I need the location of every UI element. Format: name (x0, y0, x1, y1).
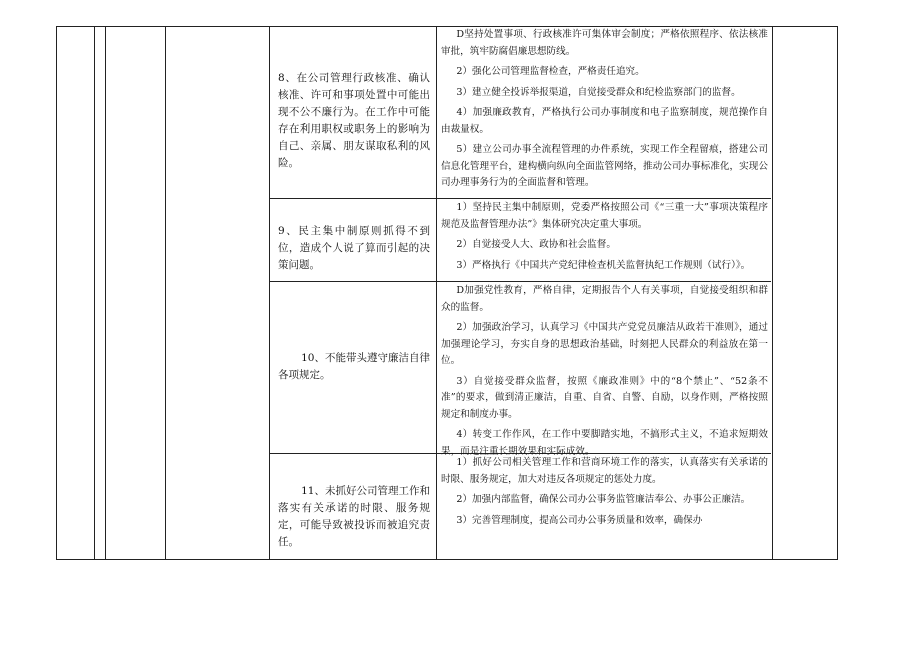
measure-item: 3）自觉接受群众监督，按照《廉政准则》中的“8个禁止”、“52条不准”的要求，做到清正廉洁，自重、自省、自警、自励，以身作则，严格按照规定和制度办事。 (441, 375, 768, 420)
column-divider (105, 27, 106, 559)
risk-cell: 8、在公司管理行政核准、确认核准、许可和事项处置中可能出现不公不廉行为。在工作中可能存在利用职权或职务上的影响为自己、亲属、朋友谋取私利的风险。 (278, 72, 430, 169)
measure-item: 1）坚持民主集中制原则，党委严格按照公司《“三重一大”事项决策程序规范及监督管理办法”》集体研究决定重大事项。 (441, 202, 768, 230)
measures-cell (441, 27, 768, 194)
risk-cell: 9、民主集中制原则抓得不到位，造成个人说了算而引起的决策问题。 (278, 225, 430, 271)
measure-item: 4）加强廉政教育，严格执行公司办事制度和电子监察制度，规范操作自由裁量权。 (441, 107, 768, 135)
measure-item: 4）转变工作作风，在工作中要脚踏实地，不搞形式主义，不追求短期效果，而是注重长期效果和实际成效。 (441, 429, 768, 457)
measure-item: 2）强化公司管理监督检查，严格责任追究。 (456, 66, 645, 77)
risk-cell: 10、不能带头遵守廉洁自律各项规定。 (278, 352, 430, 381)
column-divider (165, 27, 166, 559)
measure-item: 3）严格执行《中国共产党纪律检查机关监督执纪工作规则（试行）》。 (456, 259, 751, 271)
measure-item: 2）加强政治学习，认真学习《中国共产党党员廉洁从政若干准则》，通过加强理论学习，夯实自身的思想政治基础，时刻把人民群众的利益放在第一位。 (441, 322, 768, 366)
column-divider (436, 27, 437, 559)
measure-item: 3）建立健全投诉举报渠道，自觉接受群众和纪检监察部门的监督。 (456, 86, 741, 98)
measures-cell (441, 455, 768, 533)
measures-cell (441, 200, 768, 276)
row-divider (269, 198, 771, 199)
row-divider (269, 281, 771, 282)
column-divider (94, 27, 95, 559)
measures-cell (441, 283, 768, 462)
measure-item: 5）建立公司办事全流程管理的办件系统，实现工作全程留痕，搭建公司信息化管理平台，建构横向纵向全面监管网络，推动公司办事标准化，实现公司办理事务行为的全面监督和管理。 (441, 144, 768, 188)
measure-item: 2）自觉接受人大、政协和社会监督。 (456, 239, 616, 250)
measure-item: D加强党性教育，严格自律，定期报告个人有关事项，自觉接受组织和群众的监督。 (441, 285, 768, 313)
risk-cell: 11、未抓好公司管理工作和落实有关承诺的时限、服务规定，可能导致被投诉而被追究责任。 (278, 485, 430, 548)
measure-item: 2）加强内部监督，确保公司办公事务监管廉洁奉公、办事公正廉洁。 (456, 494, 751, 505)
column-divider (772, 27, 773, 559)
risk-table (56, 26, 838, 560)
column-divider (269, 27, 270, 559)
measure-item: 1）抓好公司相关管理工作和营商环境工作的落实，认真落实有关承诺的时限、服务规定，加大对违反各项规定的惩处力度。 (441, 457, 768, 485)
measure-item: D坚持处置事项、行政核准许可集体审会制度；严格依照程序、依法核准审批，筑牢防腐倡廉思想防线。 (441, 29, 768, 57)
measure-item: 3）完善管理制度，提高公司办公事务质量和效率，确保办 (456, 514, 703, 526)
